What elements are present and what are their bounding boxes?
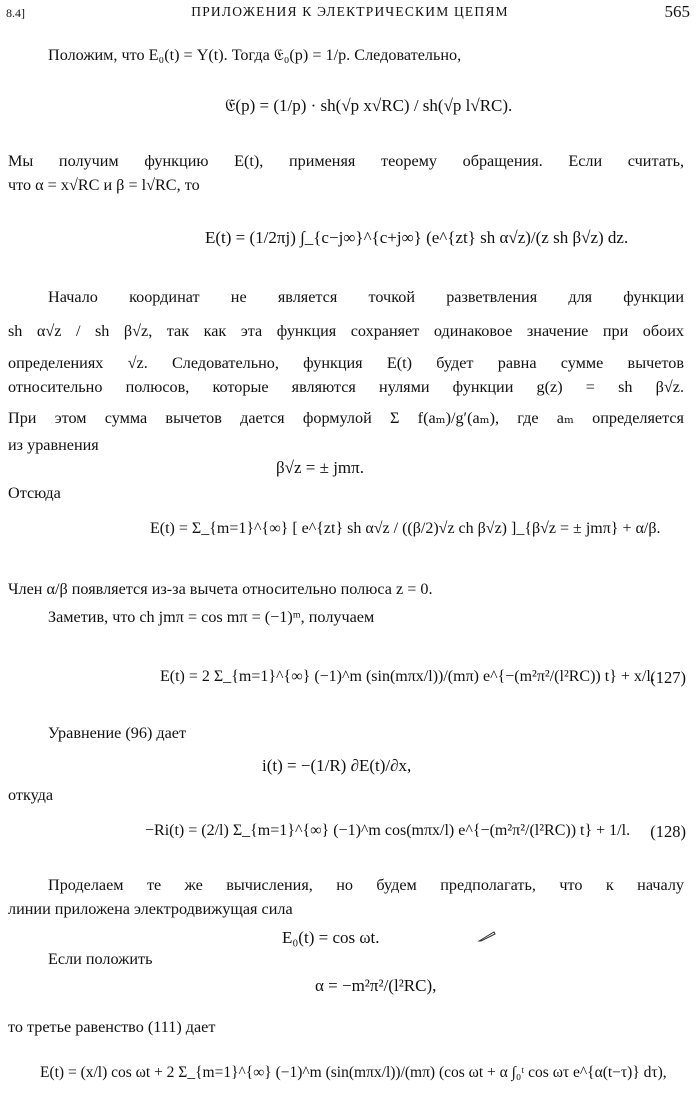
text-line: Проделаем те же вычисления, но будем предполагать, что к началу — [48, 876, 684, 894]
equation-128: −Ri(t) = (2/l) Σ_{m=1}^{∞} (−1)^m cos(mπx/l) e^{−(m²π²/(l²RC)) t} + 1/l. — [145, 822, 631, 839]
equation-cosine-response: E(t) = (x/l) cos ωt + 2 Σ_{m=1}^{∞} (−1)^m (sin(mπx/l))/(mπ) (cos ωt + α ∫₀ᵗ cos ωτ e^{α(t−τ)} dτ), — [40, 1064, 667, 1081]
text-line: что α = x√RC и β = l√RC, то — [8, 176, 200, 194]
text-line: Начало координат не является точкой разветвления для функции — [48, 288, 684, 306]
text-line: Отсюда — [8, 484, 61, 502]
text-line: Член α/β появляется из-за вычета относительно полюса z = 0. — [8, 580, 433, 598]
text-line: sh α√z / sh β√z, так как эта функция сохраняет одинаковое значение при обоих — [8, 322, 684, 340]
text-line: При этом сумма вычетов дается формулой Σ f(aₘ)/g′(aₘ), где aₘ определяется — [8, 409, 684, 427]
equation-poles: β√z = ± jmπ. — [276, 458, 364, 477]
text-line: относительно полюсов, которые являются нулями функции g(z) = sh β√z. — [8, 378, 684, 396]
equation-image-function: 𝔈(p) = (1/p) · sh(√p x√RC) / sh(√p l√RC). — [225, 96, 513, 115]
pencil-mark-icon — [478, 930, 496, 942]
equation-number: (128) — [650, 822, 686, 841]
page-number: 565 — [664, 2, 690, 21]
equation-emf: E₀(t) = cos ωt. — [282, 928, 380, 947]
equation-alpha: α = −m²π²/(l²RC), — [315, 976, 437, 995]
text-line: Положим, что E₀(t) = Υ(t). Тогда 𝔈₀(p) = 1/p. Следовательно, — [48, 46, 462, 64]
text-line: то третье равенство (111) дает — [8, 1018, 216, 1036]
text-line: Мы получим функцию E(t), применяя теорему обращения. Если считать, — [8, 152, 684, 170]
text-line: определениях √z. Следовательно, функция E(t) будет равна сумме вычетов — [8, 354, 684, 372]
equation-127: E(t) = 2 Σ_{m=1}^{∞} (−1)^m (sin(mπx/l))/(mπ) e^{−(m²π²/(l²RC)) t} + x/l. — [160, 668, 655, 685]
text-line: Если положить — [48, 950, 153, 968]
running-title: ПРИЛОЖЕНИЯ К ЭЛЕКТРИЧЕСКИМ ЦЕПЯМ — [191, 4, 509, 19]
text-line: линии приложена электродвижущая сила — [8, 900, 293, 918]
equation-number: (127) — [650, 668, 686, 687]
section-number: 8.4] — [6, 6, 25, 20]
text-line: Заметив, что ch jmπ = cos mπ = (−1)ᵐ, получаем — [48, 608, 375, 626]
equation-current: i(t) = −(1/R) ∂E(t)/∂x, — [262, 756, 412, 775]
equation-inversion-integral: E(t) = (1/2πj) ∫_{c−j∞}^{c+j∞} (e^{zt} sh α√z)/(z sh β√z) dz. — [205, 228, 629, 247]
text-line: из уравнения — [8, 436, 99, 454]
text-line: Уравнение (96) дает — [48, 724, 187, 742]
equation-residue-sum: E(t) = Σ_{m=1}^{∞} [ e^{zt} sh α√z / ((β/2)√z ch β√z) ]_{β√z = ± jmπ} + α/β. — [150, 520, 661, 537]
text-line: откуда — [8, 786, 54, 804]
